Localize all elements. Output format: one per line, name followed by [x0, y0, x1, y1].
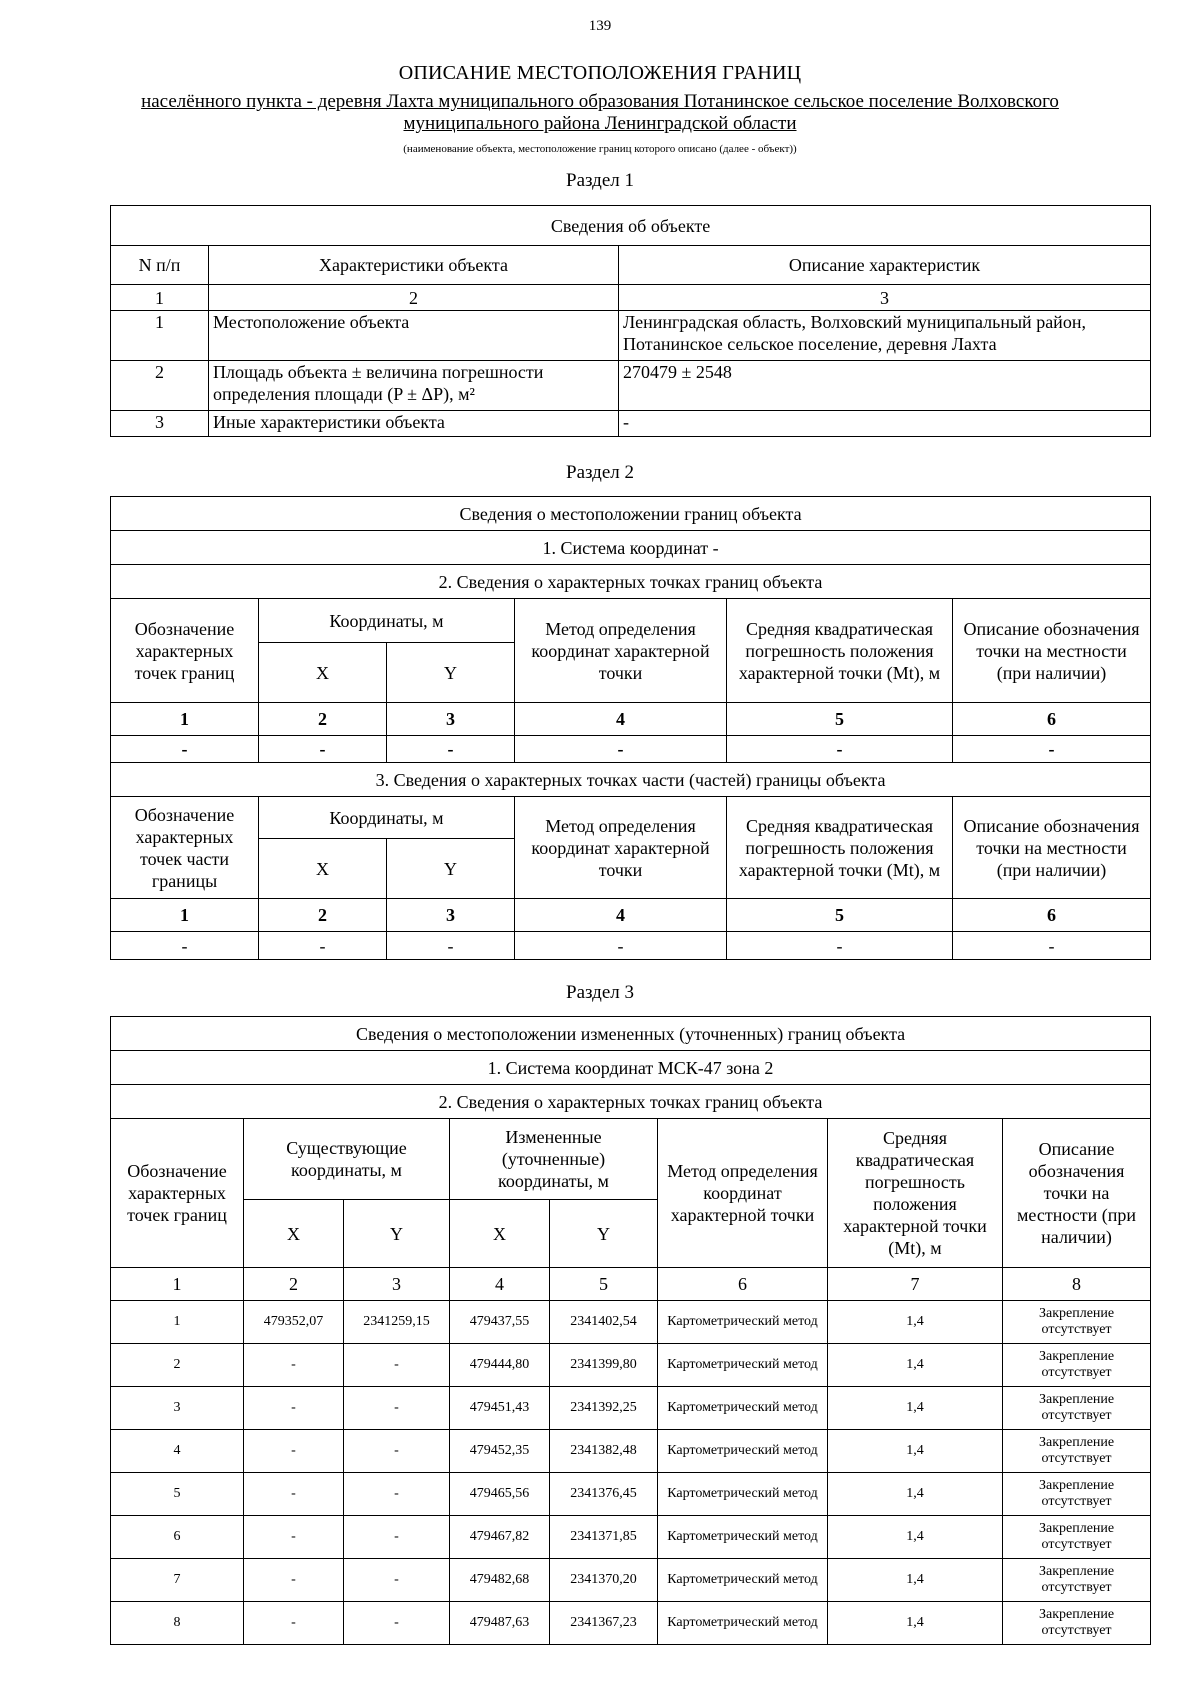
existing-y: - — [344, 1344, 450, 1387]
existing-y: - — [344, 1602, 450, 1645]
header-x: X — [244, 1200, 344, 1268]
existing-x: - — [244, 1602, 344, 1645]
header-np: N п/п — [111, 246, 209, 285]
changed-y: 2341370,20 — [550, 1559, 658, 1602]
header-characteristics: Характеристики объекта — [209, 246, 619, 285]
header-y: Y — [344, 1200, 450, 1268]
col-num: 2 — [259, 703, 387, 736]
dash-cell: - — [111, 736, 259, 763]
header-description: Описание характеристик — [619, 246, 1151, 285]
desc-cell: Закрепление отсутствует — [1003, 1301, 1151, 1344]
changed-x: 479482,68 — [450, 1559, 550, 1602]
existing-y: 2341259,15 — [344, 1301, 450, 1344]
row-value: 270479 ± 2548 — [619, 361, 1151, 411]
mt-cell: 1,4 — [828, 1516, 1003, 1559]
row-number: 1 — [111, 311, 209, 361]
table-row — [111, 736, 1151, 763]
row-value: - — [619, 411, 1151, 437]
header-coords: Координаты, м — [259, 797, 515, 839]
table-row — [111, 932, 1151, 960]
dash-cell: - — [515, 932, 727, 960]
section1-table — [110, 205, 1151, 437]
section3-table — [110, 1016, 1151, 1645]
desc-cell: Закрепление отсутствует — [1003, 1344, 1151, 1387]
method-cell: Картометрический метод — [658, 1473, 828, 1516]
mt-cell: 1,4 — [828, 1387, 1003, 1430]
existing-x: - — [244, 1473, 344, 1516]
row-name: Площадь объекта ± величина погрешности определения площади (P ± ΔP), м² — [209, 361, 619, 411]
method-cell: Картометрический метод — [658, 1430, 828, 1473]
existing-y: - — [344, 1473, 450, 1516]
changed-x: 479437,55 — [450, 1301, 550, 1344]
table-row — [111, 1344, 1151, 1387]
existing-x: 479352,07 — [244, 1301, 344, 1344]
mt-cell: 1,4 — [828, 1344, 1003, 1387]
method-cell: Картометрический метод — [658, 1387, 828, 1430]
col-num: 2 — [209, 285, 619, 311]
section1-title: Раздел 1 — [566, 170, 634, 191]
method-cell: Картометрический метод — [658, 1516, 828, 1559]
col-num: 4 — [450, 1268, 550, 1301]
desc-cell: Закрепление отсутствует — [1003, 1516, 1151, 1559]
header-y: Y — [387, 643, 515, 703]
desc-cell: Закрепление отсутствует — [1003, 1473, 1151, 1516]
col-num: 8 — [1003, 1268, 1151, 1301]
changed-x: 479487,63 — [450, 1602, 550, 1645]
desc-cell: Закрепление отсутствует — [1003, 1602, 1151, 1645]
section1-table-title: Сведения об объекте — [111, 206, 1151, 246]
dash-cell: - — [259, 932, 387, 960]
dash-cell: - — [727, 932, 953, 960]
header-error: Средняя квадратическая погрешность положения характерной точки (Mt), м — [727, 599, 953, 703]
method-cell: Картометрический метод — [658, 1602, 828, 1645]
point-id: 6 — [111, 1516, 244, 1559]
section2-table-title: Сведения о местоположении границ объекта — [111, 497, 1151, 531]
header-desc: Описание обозначения точки на местности (при наличии) — [1003, 1119, 1151, 1268]
sub2-title: 2. Сведения о характерных точках границ объекта — [111, 1085, 1151, 1119]
mt-cell: 1,4 — [828, 1559, 1003, 1602]
col-num: 2 — [244, 1268, 344, 1301]
section2-table — [110, 496, 1151, 960]
dash-cell: - — [953, 736, 1151, 763]
table-row — [111, 1602, 1151, 1645]
col-num: 1 — [111, 703, 259, 736]
table-row — [111, 1387, 1151, 1430]
changed-x: 479467,82 — [450, 1516, 550, 1559]
header-error: Средняя квадратическая погрешность положения характерной точки (Mt), м — [828, 1119, 1003, 1268]
method-cell: Картометрический метод — [658, 1344, 828, 1387]
col-num: 4 — [515, 899, 727, 932]
existing-x: - — [244, 1430, 344, 1473]
row-number: 3 — [111, 411, 209, 437]
changed-y: 2341402,54 — [550, 1301, 658, 1344]
header-changed: Измененные (уточненные) координаты, м — [450, 1119, 658, 1200]
existing-x: - — [244, 1559, 344, 1602]
changed-y: 2341376,45 — [550, 1473, 658, 1516]
row-number: 2 — [111, 361, 209, 411]
col-num: 5 — [550, 1268, 658, 1301]
row-name: Иные характеристики объекта — [209, 411, 619, 437]
table-row — [111, 1516, 1151, 1559]
point-id: 2 — [111, 1344, 244, 1387]
desc-cell: Закрепление отсутствует — [1003, 1559, 1151, 1602]
header-desc: Описание обозначения точки на местности (при наличии) — [953, 797, 1151, 899]
col-num: 4 — [515, 703, 727, 736]
changed-x: 479444,80 — [450, 1344, 550, 1387]
header-y: Y — [387, 839, 515, 899]
dash-cell: - — [387, 932, 515, 960]
header-coords: Координаты, м — [259, 599, 515, 643]
header-x: X — [450, 1200, 550, 1268]
changed-y: 2341392,25 — [550, 1387, 658, 1430]
table-row — [111, 1301, 1151, 1344]
table-row — [111, 411, 1151, 437]
existing-y: - — [344, 1430, 450, 1473]
header-method: Метод определения координат характерной точки — [515, 797, 727, 899]
mt-cell: 1,4 — [828, 1301, 1003, 1344]
col-num: 3 — [344, 1268, 450, 1301]
existing-x: - — [244, 1387, 344, 1430]
coord-system: 1. Система координат МСК-47 зона 2 — [111, 1051, 1151, 1085]
existing-y: - — [344, 1559, 450, 1602]
mt-cell: 1,4 — [828, 1473, 1003, 1516]
point-id: 4 — [111, 1430, 244, 1473]
dash-cell: - — [953, 932, 1151, 960]
existing-x: - — [244, 1516, 344, 1559]
col-num: 1 — [111, 285, 209, 311]
changed-y: 2341371,85 — [550, 1516, 658, 1559]
existing-y: - — [344, 1387, 450, 1430]
table-row — [111, 311, 1151, 361]
page-number: 139 — [588, 18, 612, 34]
method-cell: Картометрический метод — [658, 1301, 828, 1344]
col-num: 3 — [619, 285, 1151, 311]
col-num: 2 — [259, 899, 387, 932]
header-method: Метод определения координат характерной точки — [515, 599, 727, 703]
header-y: Y — [550, 1200, 658, 1268]
changed-x: 479452,35 — [450, 1430, 550, 1473]
desc-cell: Закрепление отсутствует — [1003, 1430, 1151, 1473]
dash-cell: - — [111, 932, 259, 960]
changed-y: 2341399,80 — [550, 1344, 658, 1387]
col-num: 5 — [727, 899, 953, 932]
object-caption: (наименование объекта, местоположение границ которого описано (далее - объект)) — [403, 143, 797, 155]
point-id: 7 — [111, 1559, 244, 1602]
point-id: 1 — [111, 1301, 244, 1344]
table-row — [111, 1430, 1151, 1473]
header-points-part: Обозначение характерных точек части границы — [111, 797, 259, 899]
desc-cell: Закрепление отсутствует — [1003, 1387, 1151, 1430]
point-id: 8 — [111, 1602, 244, 1645]
section2-title: Раздел 2 — [566, 462, 634, 483]
header-x: X — [259, 643, 387, 703]
dash-cell: - — [515, 736, 727, 763]
method-cell: Картометрический метод — [658, 1559, 828, 1602]
col-num: 6 — [953, 703, 1151, 736]
header-method: Метод определения координат характерной точки — [658, 1119, 828, 1268]
mt-cell: 1,4 — [828, 1602, 1003, 1645]
object-name: населённого пункта - деревня Лахта муниципального образования Потанинское сельское поселение Волховского муниципального района Ленинградской области — [141, 91, 1059, 134]
dash-cell: - — [387, 736, 515, 763]
row-value: Ленинградская область, Волховский муниципальный район, Потанинское сельское поселение, деревня Лахта — [619, 311, 1151, 361]
col-num: 1 — [111, 1268, 244, 1301]
document-title: ОПИСАНИЕ МЕСТОПОЛОЖЕНИЯ ГРАНИЦ — [398, 62, 802, 84]
changed-y: 2341382,48 — [550, 1430, 658, 1473]
point-id: 3 — [111, 1387, 244, 1430]
existing-y: - — [344, 1516, 450, 1559]
table-row — [111, 1473, 1151, 1516]
col-num: 3 — [387, 899, 515, 932]
dash-cell: - — [727, 736, 953, 763]
changed-x: 479465,56 — [450, 1473, 550, 1516]
section3-title: Раздел 3 — [566, 982, 634, 1003]
changed-x: 479451,43 — [450, 1387, 550, 1430]
header-x: X — [259, 839, 387, 899]
changed-y: 2341367,23 — [550, 1602, 658, 1645]
existing-x: - — [244, 1344, 344, 1387]
header-points: Обозначение характерных точек границ — [111, 1119, 244, 1268]
col-num: 6 — [953, 899, 1151, 932]
col-num: 6 — [658, 1268, 828, 1301]
sub3-title: 3. Сведения о характерных точках части (частей) границы объекта — [111, 763, 1151, 797]
header-points: Обозначение характерных точек границ — [111, 599, 259, 703]
header-existing: Существующие координаты, м — [244, 1119, 450, 1200]
point-id: 5 — [111, 1473, 244, 1516]
table-row — [111, 1559, 1151, 1602]
sub2-title: 2. Сведения о характерных точках границ объекта — [111, 565, 1151, 599]
table-row — [111, 361, 1151, 411]
mt-cell: 1,4 — [828, 1430, 1003, 1473]
dash-cell: - — [259, 736, 387, 763]
coord-system: 1. Система координат - — [111, 531, 1151, 565]
header-error: Средняя квадратическая погрешность положения характерной точки (Mt), м — [727, 797, 953, 899]
col-num: 7 — [828, 1268, 1003, 1301]
row-name: Местоположение объекта — [209, 311, 619, 361]
section3-table-title: Сведения о местоположении измененных (уточненных) границ объекта — [111, 1017, 1151, 1051]
header-desc: Описание обозначения точки на местности (при наличии) — [953, 599, 1151, 703]
col-num: 3 — [387, 703, 515, 736]
col-num: 5 — [727, 703, 953, 736]
col-num: 1 — [111, 899, 259, 932]
col-num-row — [111, 1268, 1151, 1301]
